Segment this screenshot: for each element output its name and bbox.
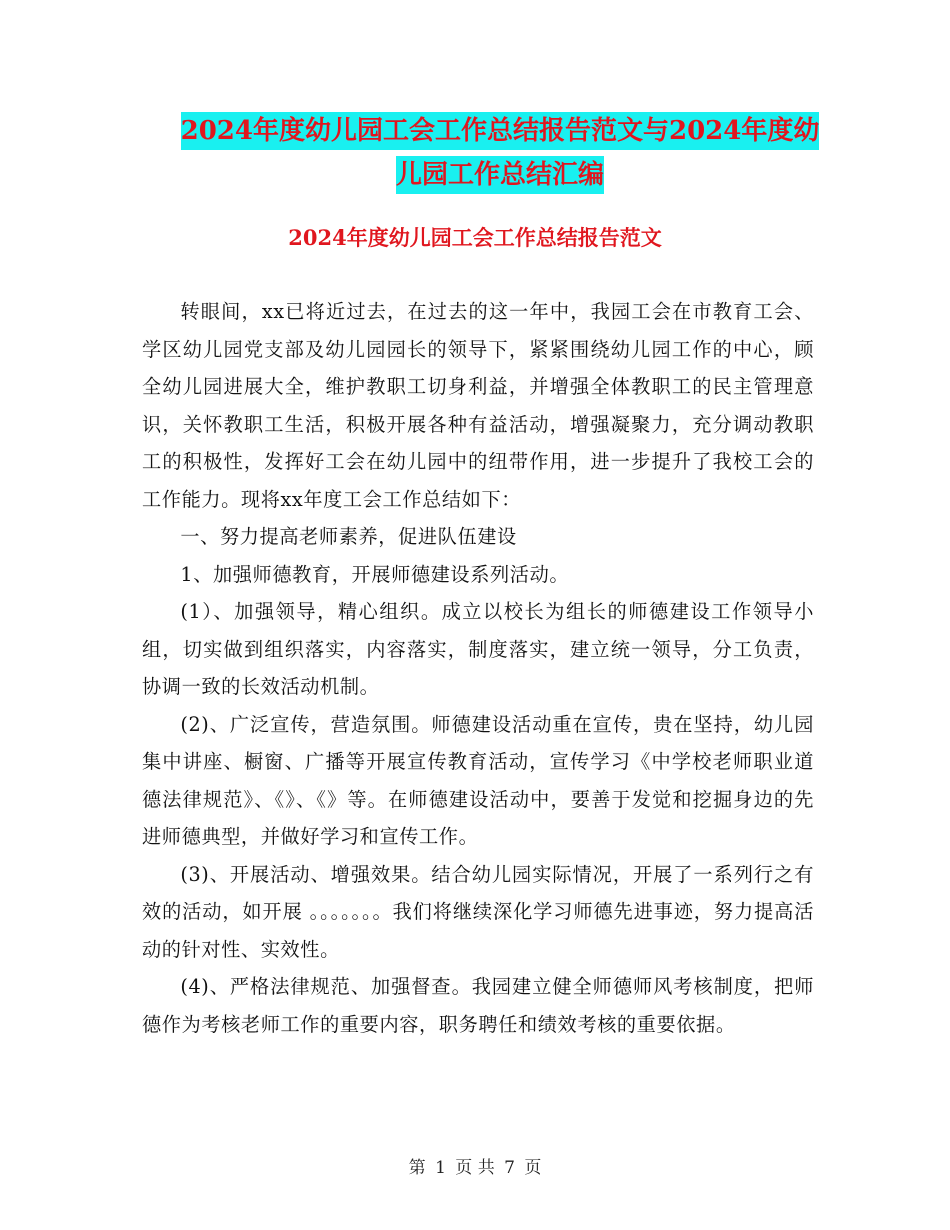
paragraph: 转眼间，xx已将近过去，在过去的这一年中，我园工会在市教育工会、学区幼儿园党支部及幼儿园园长的领导下，紧紧围绕幼儿园工作的中心，顾全幼儿园进展大全，维护教职工切身利益，并增强全体教职工的民主管理意识，关怀教职工生活，积极开展各种有益活动，增强凝聚力，充分调动教职工的积极性，发挥好工会在幼儿园中的纽带作用，进一步提升了我校工会的工作能力。现将xx年度工会工作总结如下： bbox=[142, 300, 814, 511]
heading-paragraph: 一、努力提高老师素养，促进队伍建设 bbox=[180, 525, 517, 548]
title-highlight: 儿园工作总结汇编 bbox=[396, 156, 604, 194]
footer-prefix: 第 bbox=[408, 1158, 426, 1178]
page-footer bbox=[0, 1153, 950, 1178]
total-pages-number: 7 bbox=[504, 1158, 515, 1178]
paragraph: (2)、广泛宣传，营造氛围。师德建设活动重在宣传，贵在坚持，幼儿园集中讲座、橱窗、广播等开展宣传教育活动，宣传学习《中学校老师职业道德法律规范》、《》、《》等。在师德建设活动中，要善于发觉和挖掘身边的先进师德典型，并做好学习和宣传工作。 bbox=[142, 712, 814, 848]
document-title-line-2 bbox=[140, 152, 860, 199]
title-highlight: 2024年度幼儿园工会工作总结报告范文与2024年度幼 bbox=[181, 112, 820, 150]
section-title: 2024年度幼儿园工会工作总结报告范文 bbox=[288, 225, 662, 250]
footer-suffix: 页 bbox=[524, 1158, 542, 1178]
paragraph: (1）、加强领导，精心组织。成立以校长为组长的师德建设工作领导小组，切实做到组织落实，内容落实，制度落实，建立统一领导，分工负责，协调一致的长效活动机制。 bbox=[142, 600, 814, 698]
footer-middle: 页 共 bbox=[455, 1158, 495, 1178]
document-title-line-1 bbox=[140, 108, 860, 155]
document-body bbox=[142, 293, 814, 1043]
paragraph: (4)、严格法律规范、加强督查。我园建立健全师德师风考核制度，把师德作为考核老师工作的重要内容，职务聘任和绩效考核的重要依据。 bbox=[142, 975, 814, 1036]
paragraph: (3)、开展活动、增强效果。结合幼儿园实际情况，开展了一系列行之有效的活动，如开展 。。。。。。。我们将继续深化学习师德先进事迹，努力提高活动的针对性、实效性。 bbox=[142, 862, 814, 961]
current-page-number: 1 bbox=[435, 1158, 446, 1178]
subheading-paragraph: 1、加强师德教育，开展师德建设系列活动。 bbox=[180, 562, 570, 586]
